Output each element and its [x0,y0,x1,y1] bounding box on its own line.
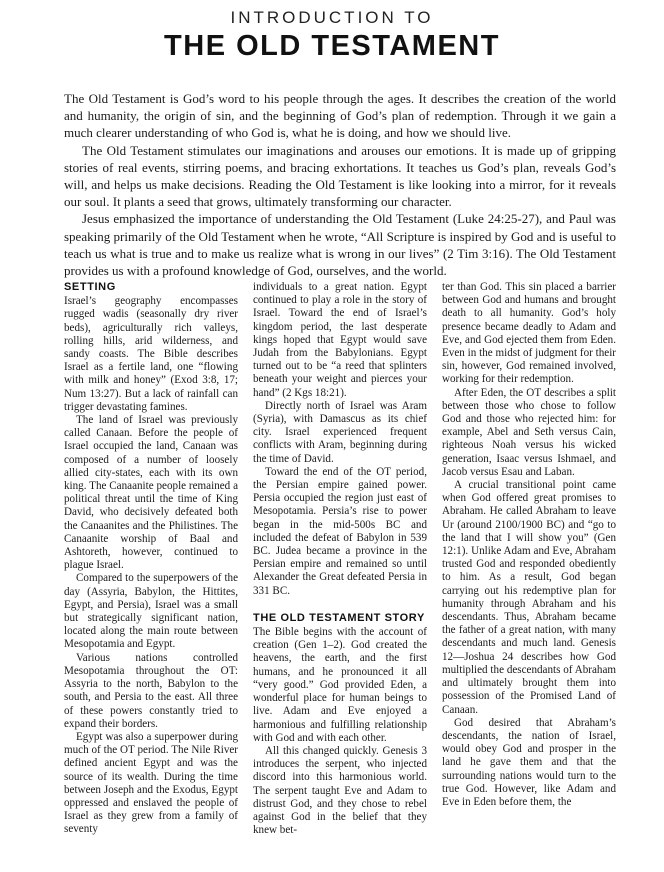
intro-section [64,90,616,279]
body-paragraph: Israel’s geography encompasses rugged wadis (seasonally dry river beds), agriculturally rich valleys, rolling hills, arid wilderness, and sandy coasts. The Bible describes Israel as a fertile land, one “flowing with milk and honey” (Exod 3:8, 17; Num 13:27). But a lack of rainfall can trigger devastating famines. [64,295,238,413]
body-paragraph: All this changed quickly. Genesis 3 introduces the serpent, who injected discord into this harmonious world. The serpent taught Eve and Adam to distrust God, and they chose to rebel against God in the belief that they knew bet- [253,744,427,837]
intro-paragraph: The Old Testament stimulates our imaginations and arouses our emotions. It is made up of gripping stories of real events, stirring poems, and bracing exhortations. It teaches us God’s plan, reveals God’s will, and helps us make decisions. Reading the Old Testament is like looking into a mirror, for it reveals our soul. It plants a seed that grows, ultimately transforming our character. [64,142,616,210]
body-paragraph: Egypt was also a superpower during much of the OT period. The Nile River defined ancient Egypt and was the source of its wealth. During the time between Joseph and the Exodus, Egypt oppressed and enslaved the people of Israel as they grew from a family of seventy [64,730,238,836]
body-paragraph: God desired that Abraham’s descendants, the nation of Israel, would obey God and prosper in the land he gave them and that the surrounding nations would turn to the true God. However, like Adam and Eve in Eden before them, the [442,716,616,808]
intro-paragraph: Jesus emphasized the importance of understanding the Old Testament (Luke 24:25-27), and Paul was speaking primarily of the Old Testament when he wrote, “All Scripture is inspired by God and is useful to teach us what is true and to make us realize what is wrong in our lives” (2 Tim 3:16). The Old Testament provides us with a profound knowledge of God, ourselves, and the world. [64,211,616,279]
column-3 [442,281,616,871]
title-kicker: INTRODUCTION TO [230,8,434,27]
body-paragraph: The Bible begins with the account of creation (Gen 1–2). God created the heavens, the earth, and the first humans, and he pronounced it all “very good.” God provided Eden, a wonderful place for human beings to live. Adam and Eve enjoyed a harmonious and fulfilling relationship with God and with each other. [253,626,427,744]
body-paragraph: After Eden, the OT describes a split between those who chose to follow God and those who rejected him: for example, Abel and Seth versus Cain, righteous Noah versus his wicked generation, Isaac versus Ishmael, and Jacob versus Esau and Laban. [442,386,616,478]
body-columns [64,281,616,871]
body-paragraph: Various nations controlled Mesopotamia throughout the OT: Assyria to the north, Babylon to the south, and Persia to the east. All three of these powers constantly tried to expand their borders. [64,651,238,730]
body-paragraph: A crucial transitional point came when God offered great promises to Abraham. He called Abraham to leave Ur (around 2100/1900 BC) and “go to the land that I will show you” (Gen 12:1). Unlike Adam and Eve, Abraham trusted God and responded obediently to him. As a result, God began carrying out his redemptive plan for humanity through Abraham and his descendants. Thus, Abraham became the father of a great nation, with many descendants and much land. Genesis 12—Joshua 24 describes how God multiplied the descendants of Abraham and ultimately brought them into possession of the Promised Land of Canaan. [442,479,616,716]
body-paragraph: individuals to a great nation. Egypt continued to play a role in the story of Israel. Toward the end of Israel’s kingdom period, the last desperate kings hoped that Egypt would save Judah from the Babylonians. Egypt turned out to be “a reed that splinters beneath your weight and pierces your hand” (2 Kgs 18:21). [253,281,427,399]
body-paragraph: Compared to the superpowers of the day (Assyria, Babylon, the Hittites, Egypt, and Persia), Israel was a small but strategically significant nation, located along the main route between Mesopotamia and Egypt. [64,572,238,651]
page-title: THE OLD TESTAMENT [164,30,500,62]
section-heading-story: THE OLD TESTAMENT STORY [253,611,425,624]
body-paragraph: The land of Israel was previously called Canaan. Before the people of Israel occupied the land, Canaan was composed of a number of loosely allied city-states, each with its own king. The Canaanite people remained a political threat until the time of King David, who decisively defeated both the Canaanites and the Philistines. The Canaanite worship of Baal and Ashtoreth, however, continued to plague Israel. [64,414,238,572]
intro-paragraph: The Old Testament is God’s word to his people through the ages. It describes the creation of the world and humanity, the origin of sin, and the beginning of God’s plan of redemption. Through it we gain a much clearer understanding of who God is, what he is doing, and how we should live. [64,91,616,141]
column-2 [253,281,427,871]
column-1 [64,281,238,871]
section-heading-setting: SETTING [64,281,116,293]
body-paragraph: ter than God. This sin placed a barrier between God and humans and brought death to all humanity. God’s holy presence became deadly to Adam and Eve, and God ejected them from Eden. Even in the midst of judgment for their sin, however, God remained involved, working for their redemption. [442,281,616,386]
body-paragraph: Directly north of Israel was Aram (Syria), with Damascus as its chief city. Israel experienced frequent conflicts with Aram, beginning during the time of David. [253,399,427,465]
body-paragraph: Toward the end of the OT period, the Persian empire gained power. Persia occupied the region just east of Mesopotamia. Persia’s rise to power began in the mid-500s BC and included the defeat of Babylon in 539 BC. Judea became a province in the Persian empire and remained so until Alexander the Great defeated Persia in 331 BC. [253,465,427,597]
